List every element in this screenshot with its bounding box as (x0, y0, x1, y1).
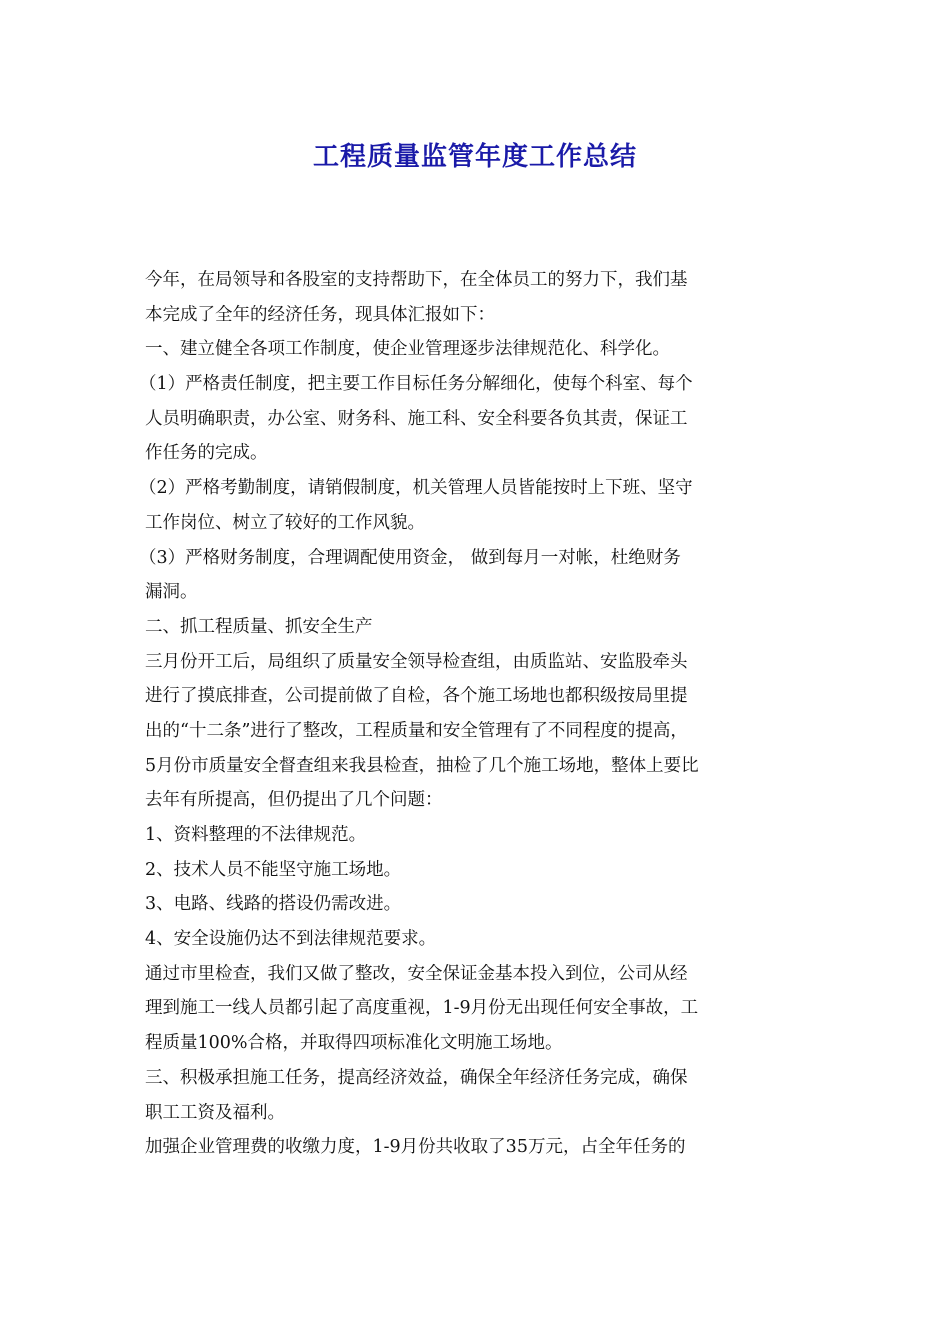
list-item: 2、技术人员不能坚守施工场地。 (145, 859, 402, 880)
paragraph-line: 进行了摸底排查，公司提前做了自检，各个施工场地也都积级按局里提 (145, 686, 688, 707)
document-title: 工程质量监管年度工作总结 (312, 142, 637, 172)
paragraph-line: （2）严格考勤制度，请销假制度，机关管理人员皆能按时上下班、坚守 (139, 478, 693, 499)
paragraph-line: （1）严格责任制度，把主要工作目标任务分解细化，使每个科室、每个 (139, 374, 693, 395)
paragraph-line: 工作岗位、树立了较好的工作风貌。 (145, 512, 425, 533)
paragraph-line: 三月份开工后，局组织了质量安全领导检查组，由质监站、安监股牵头 (145, 651, 688, 672)
paragraph-line: 今年，在局领导和各股室的支持帮助下，在全体员工的努力下，我们基 (145, 270, 688, 290)
document-body (139, 263, 810, 1165)
list-item: 4、安全设施仍达不到法律规范要求。 (145, 929, 437, 950)
paragraph-line: 漏洞。 (145, 582, 198, 603)
section-heading-1: 一、建立健全各项工作制度，使企业管理逐步法律规范化、科学化。 (145, 339, 670, 360)
paragraph-line: 程质量100%合格，并取得四项标准化文明施工场地。 (145, 1033, 563, 1054)
paragraph-line: 理到施工一线人员都引起了高度重视，1-9月份无出现任何安全事故，工 (145, 998, 699, 1019)
paragraph-line: 加强企业管理费的收缴力度，1-9月份共收取了35万元，占全年任务的 (145, 1137, 686, 1158)
list-item: 1、资料整理的不法律规范。 (145, 825, 367, 845)
paragraph-line: 本完成了全年的经济任务，现具体汇报如下： (145, 304, 495, 325)
paragraph-line: 作任务的完成。 (145, 443, 268, 464)
paragraph-line: 通过市里检查，我们又做了整改，安全保证金基本投入到位，公司从经 (145, 963, 688, 984)
paragraph-line: 去年有所提高，但仍提出了几个问题： (145, 790, 443, 811)
list-item: 3、电路、线路的搭设仍需改进。 (145, 894, 402, 915)
paragraph-line: （3）严格财务制度，合理调配使用资金， 做到每月一对帐，杜绝财务 (139, 547, 681, 568)
paragraph-line: 出的“十二条”进行了整改，工程质量和安全管理有了不同程度的提高， (145, 720, 688, 741)
section-heading-3: 三、积极承担施工任务，提高经济效益，确保全年经济任务完成，确保 (145, 1067, 688, 1088)
section-heading-2: 二、抓工程质量、抓安全生产 (145, 616, 373, 637)
paragraph-line: 人员明确职责，办公室、财务科、施工科、安全科要各负其责，保证工 (145, 408, 688, 429)
paragraph-line: 5月份市质量安全督查组来我县检查，抽检了几个施工场地，整体上要比 (145, 755, 699, 776)
paragraph-line: 职工工资及福利。 (145, 1102, 285, 1123)
